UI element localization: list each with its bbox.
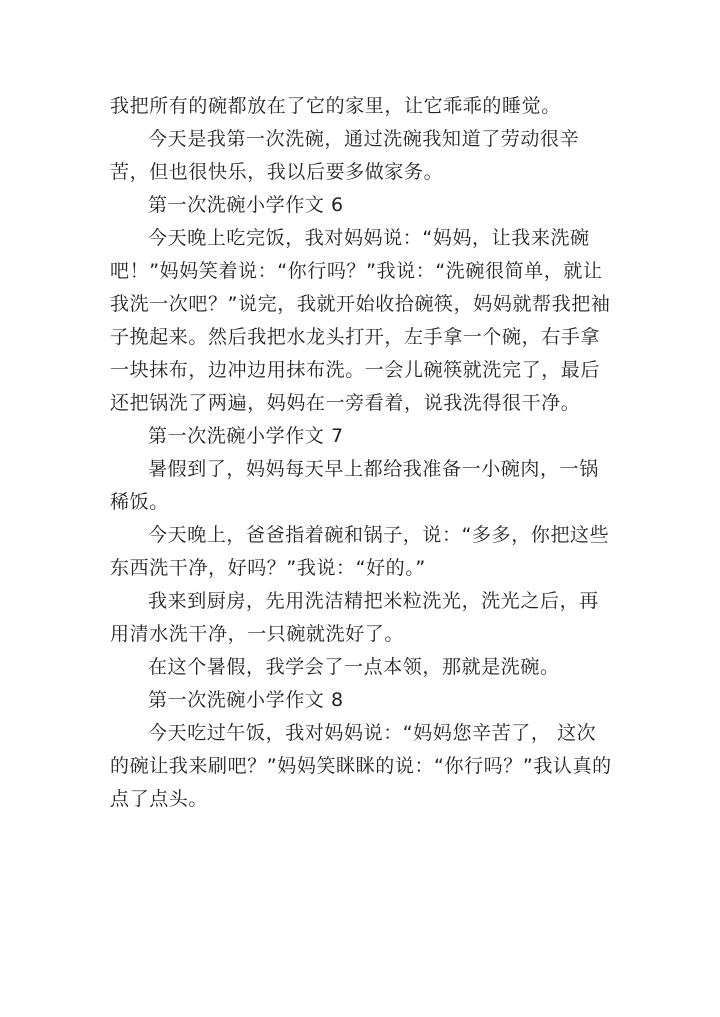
section-heading-8: 第一次洗碗小学作文 8 (148, 689, 344, 711)
paragraph: 今天晚上，爸爸指着碗和锅子，说：“多多，你把这些东西洗干净，好吗？”我说：“好的。” (110, 524, 610, 579)
section-heading-7: 第一次洗碗小学作文 7 (148, 425, 344, 447)
section-heading-6: 第一次洗碗小学作文 6 (148, 194, 344, 216)
paragraph: 暑假到了，妈妈每天早上都给我准备一小碗肉，一锅稀饭。 (110, 458, 599, 513)
document-body (110, 90, 612, 816)
paragraph: 今天晚上吃完饭，我对妈妈说：“妈妈，让我来洗碗吧！”妈妈笑着说：“你行吗？”我说：“洗碗很简单，就让我洗一次吧？”说完，我就开始收拾碗筷，妈妈就帮我把袖子挽起来。然后我把水龙头打开，左手拿一个碗，右手拿一块抹布，边冲边用抹布洗。一会儿碗筷就洗完了，最后还把锅洗了两遍，妈妈在一旁看着，说我洗得很干净。 (110, 227, 611, 414)
paragraph: 我来到厨房，先用洗洁精把米粒洗光，洗光之后，再用清水洗干净，一只碗就洗好了。 (110, 590, 599, 645)
paragraph-continued: 我把所有的碗都放在了它的家里，让它乖乖的睡觉。 (110, 95, 561, 117)
paragraph: 今天是我第一次洗碗，通过洗碗我知道了劳动很辛苦，但也很快乐，我以后要多做家务。 (110, 128, 580, 183)
paragraph: 在这个暑假，我学会了一点本领，那就是洗碗。 (148, 656, 560, 678)
paragraph: 今天吃过午饭，我对妈妈说：“妈妈您辛苦了， 这次的碗让我来刷吧？”妈妈笑眯眯的说：“你行吗？”我认真的点了点头。 (110, 722, 612, 810)
